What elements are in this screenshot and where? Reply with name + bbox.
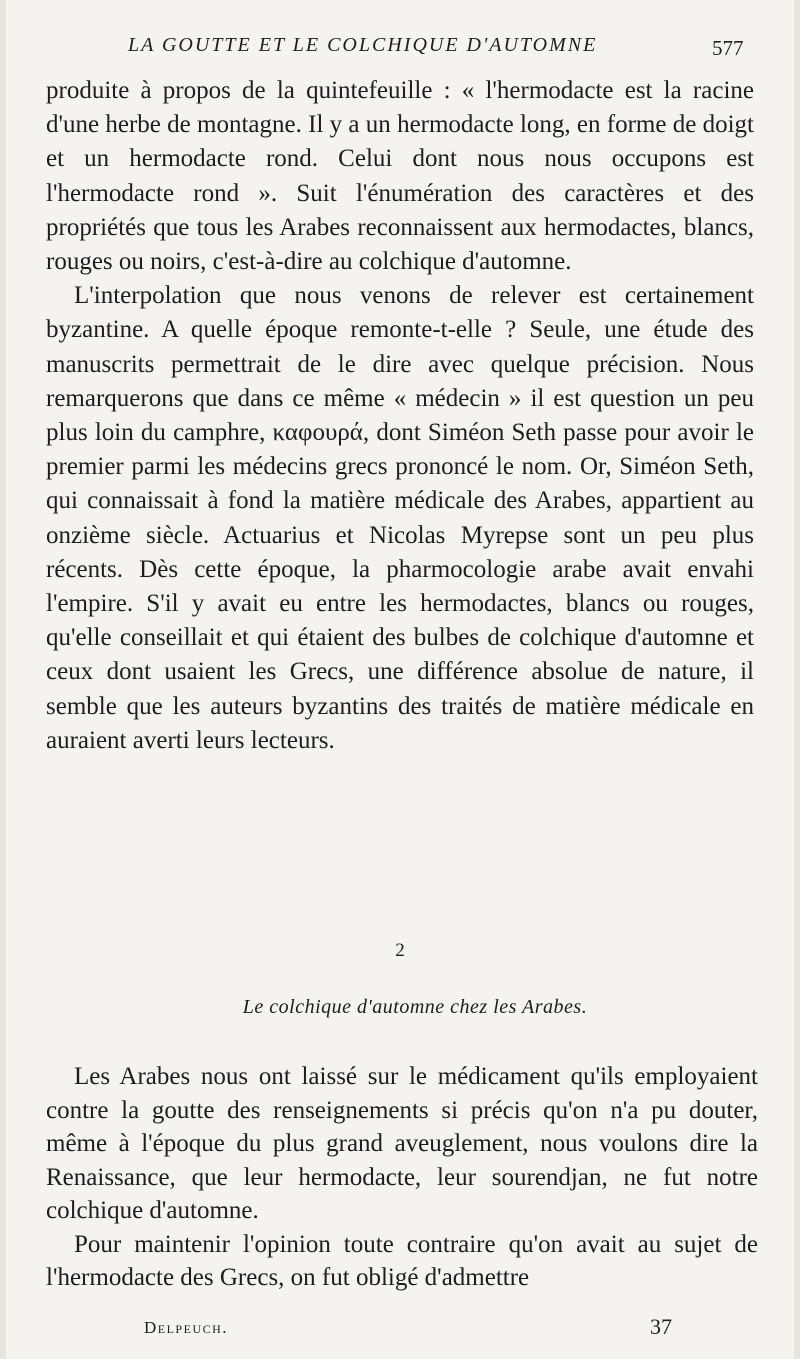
- page-edge-right: [794, 0, 800, 1359]
- page-footer: [0, 1316, 800, 1346]
- body-text-section-2: [46, 1060, 758, 1295]
- paragraph-4: Pour maintenir l'opinion toute contraire qu'on avait au sujet de l'hermodacte des Grecs, on fut obligé d'admettre: [46, 1230, 758, 1291]
- page-number: 577: [712, 36, 744, 60]
- paragraph-3: Les Arabes nous ont laissé sur le médicament qu'ils employaient contre la goutte des renseignements si précis qu'on n'a pu douter, même à l'époque du plus grand aveuglement, nous voulons dire la Renaissance, que leur hermodacte, leur sourendjan, ne fut notre colchique d'automne.: [46, 1063, 758, 1224]
- page-edge-left: [0, 0, 6, 1359]
- body-text: [46, 74, 754, 758]
- section-number: 2: [395, 940, 405, 961]
- paragraph-2: L'interpolation que nous venons de relever est certainement byzantine. A quelle époque remonte-t-elle ? Seule, une étude des manuscrits permettrait de le dire avec quelque précision. Nous remarquerons que dans ce même « médecin » il est question un peu plus loin du camphre, καφουρά, dont Siméon Seth passe pour avoir le premier parmi les médecins grecs prononcé le nom. Or, Siméon Seth, qui connaissait à fond la matière médicale des Arabes, appartient au onzième siècle. Actuarius et Nicolas Myrepse sont un peu plus récents. Dès cette époque, la pharmocologie arabe avait envahi l'empire. S'il y avait eu entre les hermodactes, blancs ou rouges, qu'elle conseillait et qui étaient des bulbes de colchique d'automne et ceux dont usaient les Grecs, une différence absolue de nature, il semble que les auteurs byzantins des traités de matière médicale en auraient averti leurs lecteurs.: [46, 282, 754, 754]
- signature-mark: 37: [650, 1314, 672, 1339]
- section-title: Le colchique d'automne chez les Arabes.: [242, 996, 588, 1018]
- running-head: [0, 34, 800, 64]
- running-title: LA GOUTTE ET LE COLCHIQUE D'AUTOMNE: [128, 34, 598, 56]
- footer-author: Delpeuch.: [144, 1318, 229, 1337]
- paragraph-1: produite à propos de la quintefeuille : « l'hermodacte est la racine d'une herbe de montagne. Il y a un hermodacte long, en forme de doigt et un hermodacte rond. Celui dont nous nous occupons est l'hermodacte rond ». Suit l'énumération des caractères et des propriétés que tous les Arabes reconnaissent aux hermodactes, blancs, rouges ou noirs, c'est-à-dire au colchique d'automne.: [46, 77, 754, 276]
